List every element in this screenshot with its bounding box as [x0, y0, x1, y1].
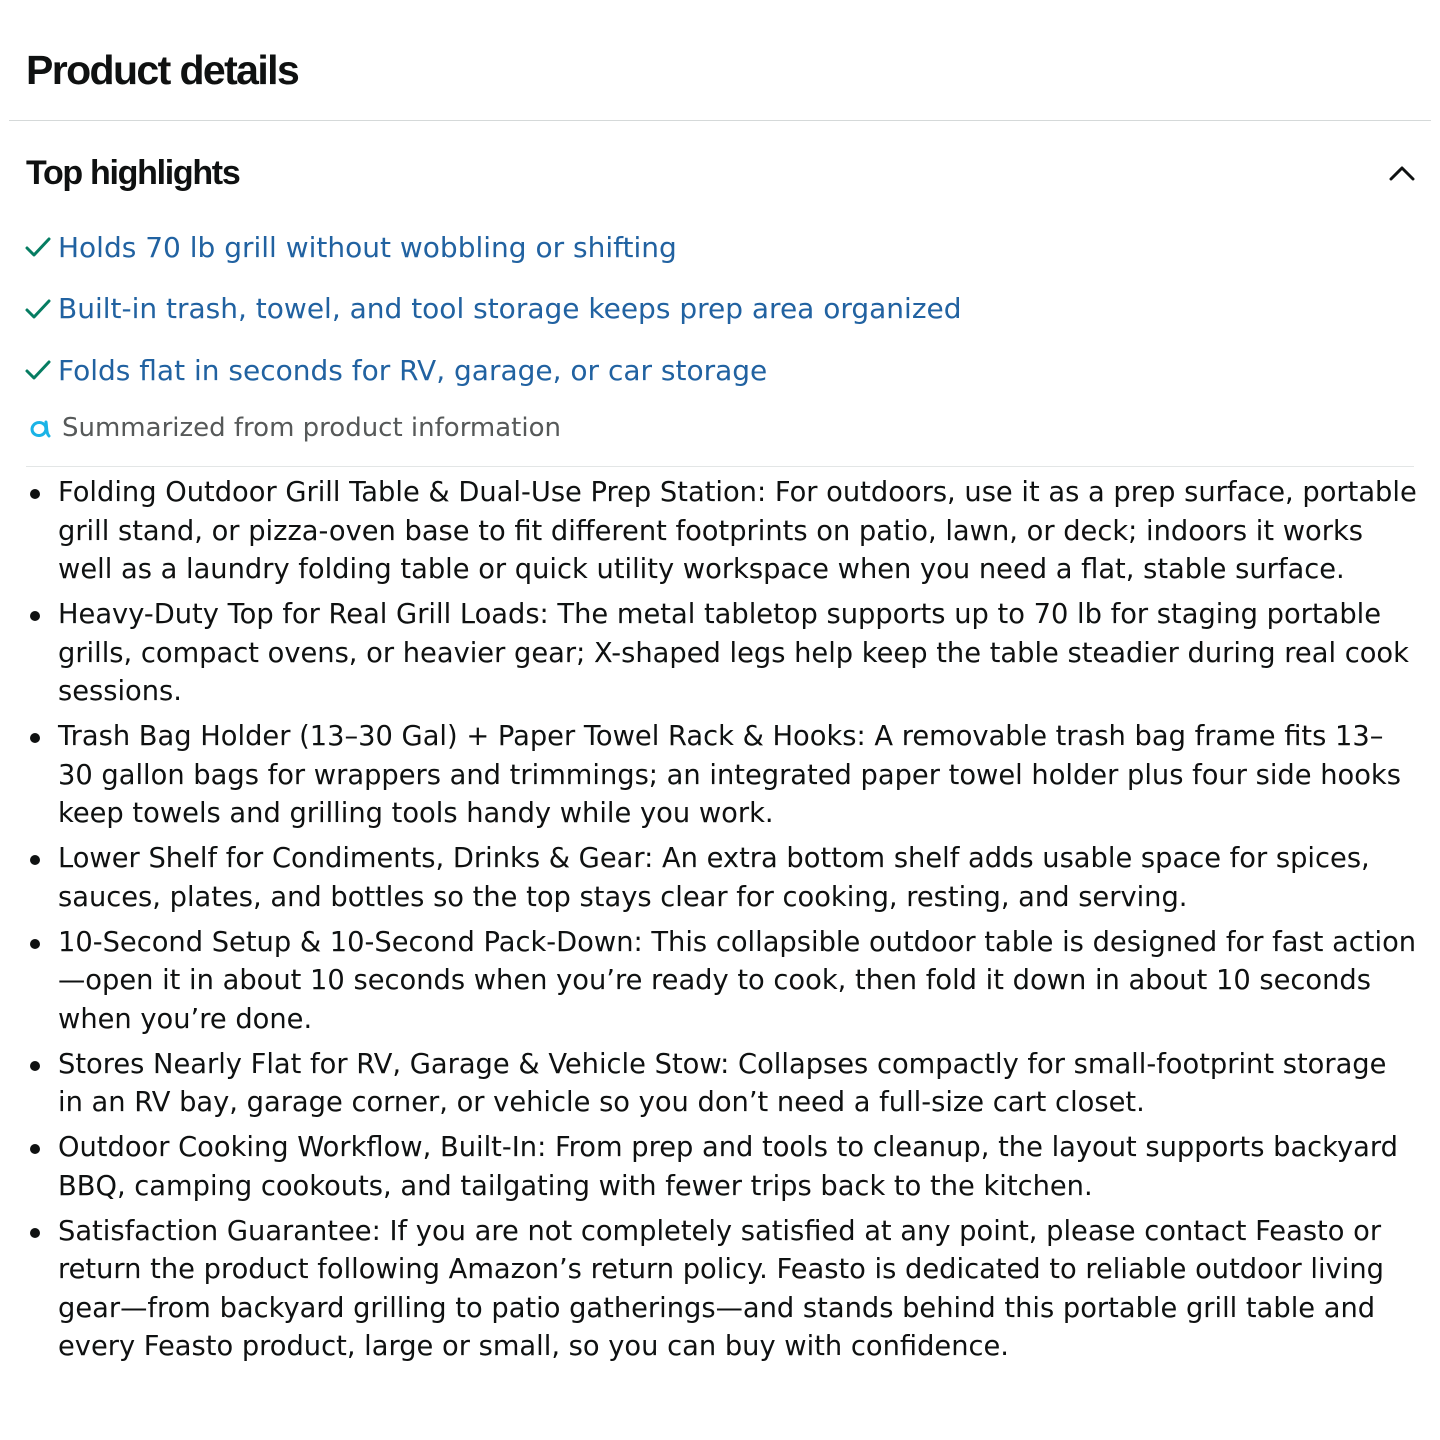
feature-text: Trash Bag Holder (13–30 Gal) + Paper Towel Rack & Hooks: A removable trash bag frame fits 13–30 gallon bags for wrappers and trimmings; an integrated paper towel holder plus four side hooks keep towels and grilling tools handy while you work. [58, 721, 1401, 829]
feature-bullet [58, 596, 1418, 712]
section-divider [9, 120, 1431, 121]
feature-bullets [58, 474, 1418, 1373]
highlight-item[interactable] [24, 283, 962, 335]
feature-bullet [58, 1213, 1418, 1367]
bullet-dot [30, 939, 40, 949]
check-icon [24, 356, 52, 384]
highlight-link[interactable]: Built-in trash, towel, and tool storage keeps prep area organized [58, 292, 962, 325]
bullet-dot [30, 733, 40, 743]
highlight-item[interactable] [24, 344, 962, 396]
highlight-item[interactable] [24, 221, 962, 273]
bullet-dot [30, 611, 40, 621]
check-icon [24, 295, 52, 323]
bullet-dot [30, 1061, 40, 1071]
section-title: Top highlights [26, 153, 240, 192]
bullet-dot [30, 489, 40, 499]
summary-note [26, 406, 561, 450]
feature-text: Satisfaction Guarantee: If you are not completely satisfied at any point, please contact Feasto or return the product following Amazon’s return policy. Feasto is dedicated to reliable outdoor living gear—from backyard grilling to patio gatherings—and stands behind this portable grill table and every Feasto product, large or small, so you can buy with confidence. [58, 1215, 1384, 1362]
feature-text: Lower Shelf for Condiments, Drinks & Gear: An extra bottom shelf adds usable space for spices, sauces, plates, and bottles so the top stays clear for cooking, resting, and serving. [58, 843, 1370, 913]
feature-text: Folding Outdoor Grill Table & Dual-Use Prep Station: For outdoors, use it as a prep surface, portable grill stand, or pizza-oven base to fit different footprints on patio, lawn, or deck; indoors it works well as a laundry folding table or quick utility workspace when you need a flat, stable surface. [58, 477, 1417, 585]
feature-text: Heavy-Duty Top for Real Grill Loads: The metal tabletop supports up to 70 lb for staging portable grills, compact ovens, or heavier gear; X-shaped legs help keep the table steadier during real cook sessions. [58, 599, 1409, 707]
highlight-link[interactable]: Folds flat in seconds for RV, garage, or car storage [58, 353, 768, 387]
page-title: Product details [26, 47, 299, 93]
bullet-dot [30, 1228, 40, 1238]
feature-bullet [58, 1046, 1418, 1123]
feature-bullet [58, 840, 1418, 917]
feature-bullet [58, 924, 1418, 1040]
ai-summary-icon [26, 414, 54, 442]
summary-text: Summarized from product information [62, 413, 561, 443]
feature-text: Stores Nearly Flat for RV, Garage & Vehicle Stow: Collapses compactly for small-footprint storage in an RV bay, garage corner, or vehicle so you don’t need a full-size cart closet. [58, 1048, 1387, 1118]
top-highlights-header[interactable] [26, 145, 1418, 201]
bullet-dot [30, 855, 40, 865]
feature-bullet [58, 1129, 1418, 1206]
check-icon [24, 233, 52, 261]
highlights-list [24, 221, 962, 406]
feature-text: 10-Second Setup & 10-Second Pack-Down: This collapsible outdoor table is designed for fast action—open it in about 10 seconds when you’re ready to cook, then fold it down in about 10 seconds when you’re done. [58, 926, 1417, 1035]
chevron-up-icon[interactable] [1386, 157, 1418, 189]
feature-text: Outdoor Cooking Workflow, Built-In: From prep and tools to cleanup, the layout supports backyard BBQ, camping cookouts, and tailgating with fewer trips back to the kitchen. [58, 1132, 1398, 1202]
feature-bullet [58, 474, 1418, 590]
feature-bullet [58, 718, 1418, 834]
bullet-dot [30, 1144, 40, 1154]
divider [26, 466, 1414, 467]
highlight-link[interactable]: Holds 70 lb grill without wobbling or shifting [58, 230, 677, 264]
